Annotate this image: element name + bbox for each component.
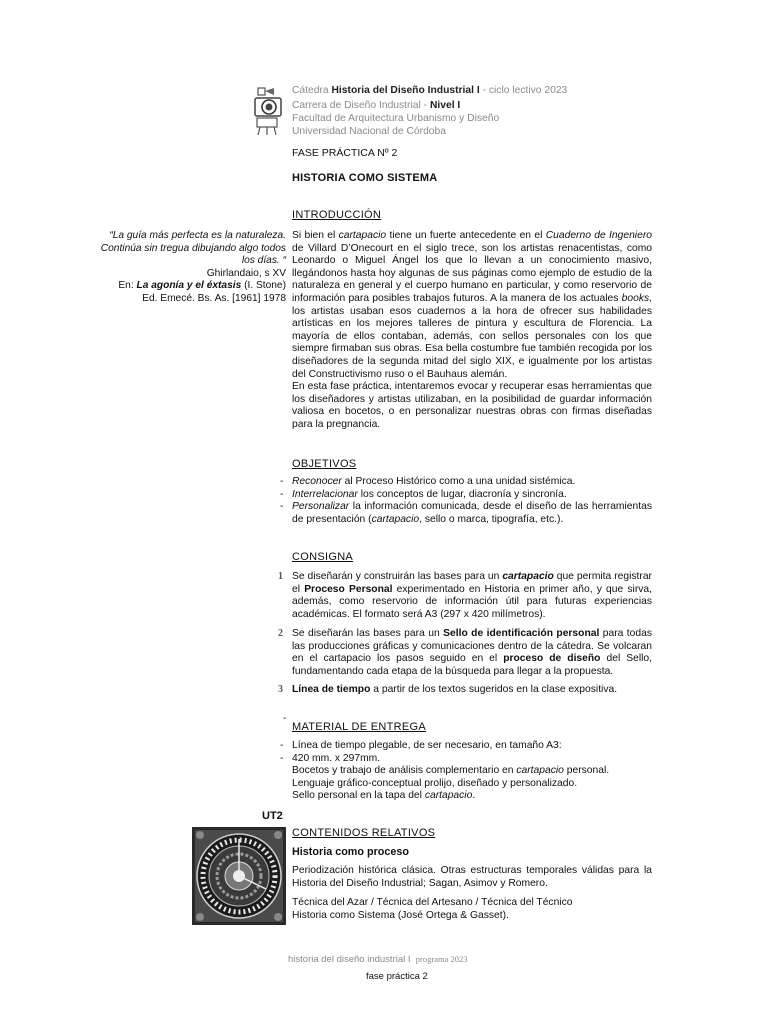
quote-author: Ghirlandaio, s XV [206, 267, 286, 279]
objetivo-verb: Reconocer [292, 476, 342, 487]
intro-p1-a: Si bien el [292, 230, 339, 241]
consigna-2-e: del Sello, fundamentando cada etapa de la búsqueda para llegar a la propuesta. [292, 653, 652, 677]
catedra-line [292, 84, 567, 97]
material-heading: MATERIAL DE ENTREGA [292, 721, 427, 733]
contenidos-subheading: Historia como proceso [292, 846, 409, 858]
footer-program: programa 2023 [415, 954, 468, 964]
intro-body [292, 230, 652, 432]
objetivo-italic: cartapacio [371, 513, 420, 525]
consigna-number: 1 [278, 571, 283, 582]
consigna-2-c: para todas las producciones gráficas y comunicaciones dentro de la cátedra. Se volcaran en el cartapacio los pasos seguido en el [292, 628, 652, 665]
facultad-line: Facultad de Arquitectura Urbanismo y Diseño [292, 113, 500, 124]
objetivo-text: la información comunicada, desde el diseño de las herramientas de presentación ( [292, 501, 652, 525]
catedra-name: Historia del Diseño Industrial I [331, 85, 480, 96]
objetivo-text: los conceptos de lugar, diacronía y sincronía. [357, 488, 567, 500]
material-line-3-c: personal. [563, 765, 610, 777]
consigna-1-c: que permita registrar el [292, 571, 652, 595]
consigna-3-b: a partir de los textos sugeridos en la clase expositiva. [370, 684, 618, 695]
intro-paragraph-1 [292, 230, 652, 381]
consigna-2-d: proceso de diseño [503, 653, 601, 665]
camera-logo-icon [252, 86, 286, 136]
consigna-item-3 [292, 684, 652, 697]
phase-title: HISTORIA COMO SISTEMA [292, 172, 438, 184]
list-item: - Reconocer al Proceso Histórico como a una unidad sistémica. [280, 476, 576, 487]
objetivos-list [280, 476, 652, 526]
objetivo-verb: Interrelacionar [292, 488, 358, 500]
catedra-prefix: Cátedra [292, 85, 332, 96]
material-line-5 [280, 790, 652, 803]
intro-p1-b: cartapacio [338, 230, 387, 241]
footer-course: historia del diseño industrial I [288, 954, 411, 965]
intro-p1-e: de Villard D’Onecourt en el siglo trece, son los artistas renacentistas, como Leonardo o Miguel Ángel los que lo llevan a un conocimiento masivo, llegándonos hasta hoy algunas de sus páginas como ejemplo de estudio de la naturaleza en general y el cuerpo humano en particular, y como reservorio de información para posibles trabajos futuros. A la manera de los actuales [292, 242, 652, 304]
consigna-item-2 [292, 628, 652, 678]
consigna-3-a: Línea de tiempo [292, 684, 371, 695]
objetivo-text: al Proceso Histórico como a una unidad sistémica. [341, 476, 576, 487]
consigna-item-1 [292, 571, 652, 621]
quote-source-author: (I. Stone) [241, 280, 286, 292]
objetivos-heading: OBJETIVOS [292, 458, 357, 470]
consigna-2-a: Se diseñarán las bases para un [292, 628, 444, 639]
material-line-3 [280, 765, 652, 778]
quote-source-prefix: En: [118, 280, 137, 292]
intro-p1-g: , los artistas usaban esos cuadernos a la hora de ofrecer sus habilidades artísticas en los mejores talleres de pintura y escultura de Florencia. La mayoría de ellos contaban, además, con sellos personales con los que siempre firmaban sus obras. Esa bella costumbre fue también recogida por los diseñadores de la segunda mitad del siglo XIX, e igualmente por los artistas del Constructivismo ruso o el Bauhaus alemán. [292, 292, 652, 380]
header-block [292, 84, 567, 138]
consigna-number: 2 [278, 628, 283, 639]
material-line-3-b: cartapacio [516, 765, 564, 777]
carrera-prefix: Carrera de Diseño Industrial - [292, 100, 430, 111]
footer-line-2: fase práctica 2 [366, 971, 428, 982]
unit-label: UT2 [262, 810, 283, 822]
consigna-heading: CONSIGNA [292, 551, 354, 563]
intro-paragraph-2: En esta fase práctica, intentaremos evocar y recuperar esas herramientas que los diseñadores y artistas utilizaban, en la posibilidad de guardar información valiosa en bocetos, o en personalizar nuestras obras con firmas diseñadas para la pregnancia. [292, 381, 652, 430]
consigna-1-a: Se diseñarán y construirán las bases para un [292, 571, 503, 582]
catedra-suffix: - ciclo lectivo 2023 [479, 85, 568, 96]
material-line-1: Línea de tiempo plegable, de ser necesario, en tamaño A3: [292, 740, 562, 751]
list-item: - Interrelacionar los conceptos de lugar, diacronía y sincronía. [280, 488, 567, 500]
consigna-1-e: experimentado en Historia en primer año, y que sirva, además, como reservorio de información útil para futuras experiencias académicas. El formato será A3 (297 x 420 milímetros). [292, 583, 652, 620]
footer-line-1 [288, 954, 468, 965]
consigna-number: 3 [278, 684, 283, 695]
intro-p1-f: books [621, 292, 650, 304]
material-line-5-a: Sello personal en la tapa del [292, 790, 425, 802]
quote-source [100, 280, 286, 293]
phase-label: FASE PRÁCTICA Nº 2 [292, 147, 398, 159]
list-item: - Personalizar la información comunicada, desde el diseño de las herramientas de presentación (cartapacio, sello o marca, tipografía, etc.). [280, 501, 652, 525]
material-line-4: Lenguaje gráfico-conceptual prolijo, diseñado y personalizado. [292, 777, 578, 789]
quote-edition: Ed. Emecé. Bs. As. [1961] 1978 [142, 292, 286, 304]
intro-p1-c: tiene un fuerte antecedente en el [386, 230, 546, 241]
carrera-line [292, 99, 567, 112]
contenidos-p2-line-2: Historia como Sistema (José Ortega & Gasset). [292, 909, 509, 921]
intro-heading: INTRODUCCIÓN [292, 209, 382, 221]
consigna-2-b: Sello de identificación personal [443, 628, 600, 639]
objetivo-text-2: , sello o marca, tipografía, etc.). [419, 513, 564, 525]
contenidos-p2-line-1: Técnica del Azar / Técnica del Artesano / Técnica del Técnico [292, 897, 573, 908]
consigna-1-d: Proceso Personal [304, 583, 393, 595]
material-line-5-b: cartapacio [424, 790, 473, 802]
carrera-level: Nivel I [429, 100, 461, 111]
objetivo-verb: Personalizar [292, 501, 350, 513]
quote-text: “La guía más perfecta es la naturaleza. Continúa sin tregua dibujando algo todos los días. “ [100, 230, 286, 267]
material-line-2: 420 mm. x 297mm. [292, 752, 381, 764]
side-quote [100, 230, 286, 306]
contenidos-paragraph-2 [292, 897, 652, 922]
material-dash: - [283, 713, 287, 724]
intro-p1-d: Cuaderno de Ingeniero [545, 230, 652, 241]
contenidos-heading: CONTENIDOS RELATIVOS [292, 827, 436, 839]
material-line-3-a: Bocetos y trabajo de análisis complementario en [292, 765, 517, 777]
universidad-line: Universidad Nacional de Córdoba [292, 126, 446, 137]
quote-source-title: La agonía y el éxtasis [136, 280, 242, 292]
material-body [280, 740, 652, 803]
contenidos-paragraph-1: Periodización histórica clásica. Otras estructuras temporales válidas para la Historia del Diseño Industrial; Sagan, Asimov y Romero. [292, 865, 652, 889]
list-item: - Línea de tiempo plegable, de ser necesario, en tamaño A3: [280, 740, 562, 751]
material-line-5-c: . [472, 790, 476, 802]
list-item: - 420 mm. x 297mm. [280, 752, 381, 764]
astronomical-clock-image [192, 827, 286, 925]
consigna-1-b: cartapacio [502, 571, 554, 582]
